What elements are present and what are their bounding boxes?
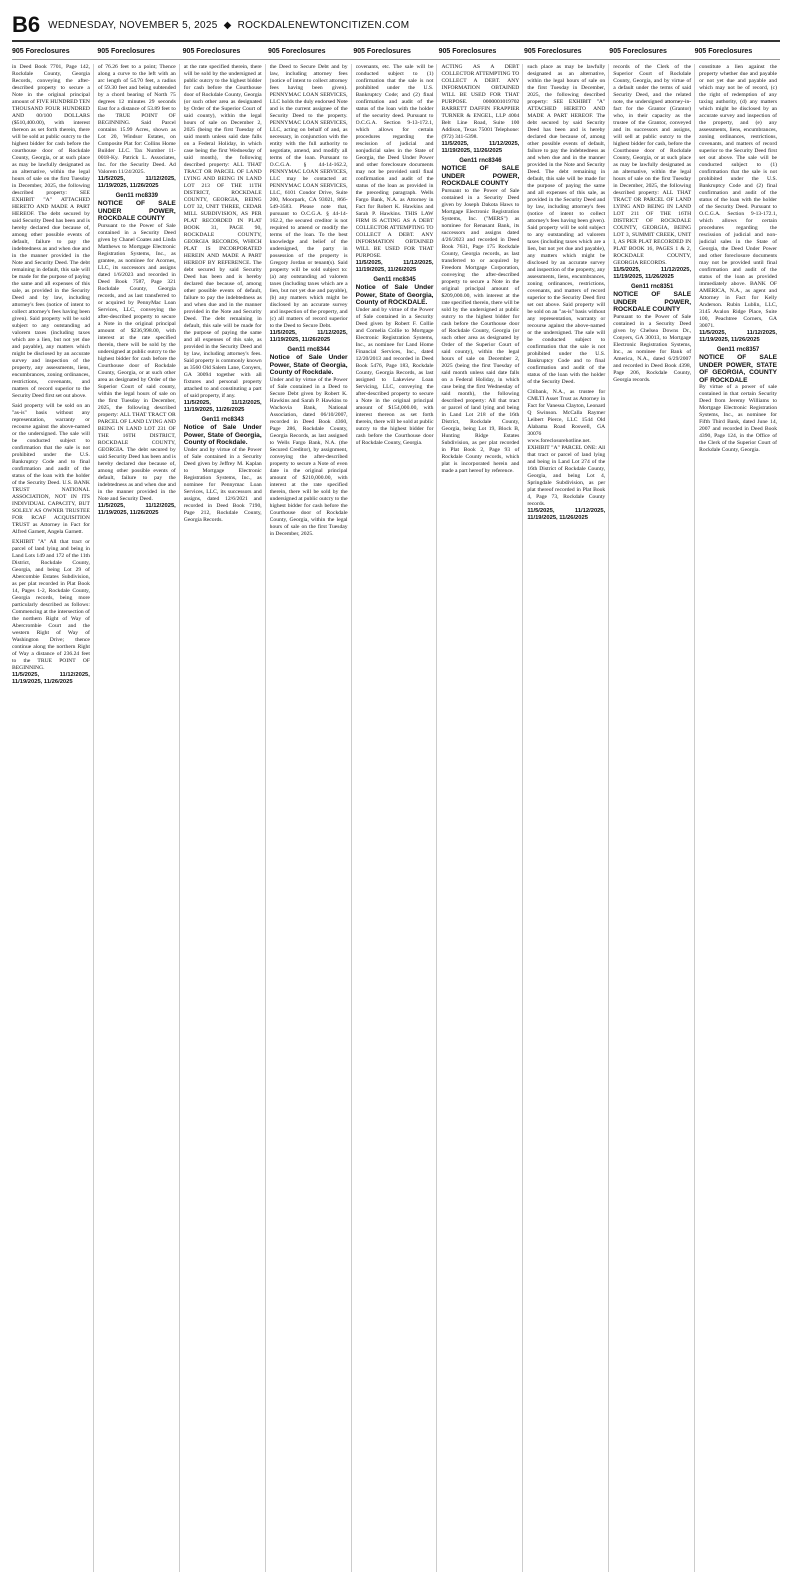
- notice-dates: 11/5/2025, 11/12/2025, 11/19/2025, 11/26/2025: [269, 330, 348, 343]
- notice-body: constitute a lien against the property whether due and payable or not yet due and payable and which may not be of record, (c) the right of redemption of any taxing authority, (d) any matters which might be disclosed by an accurate survey and inspection of the property, and (e) any assessments, liens, encumbrances, zoning ordinances, restrictions, covenants, and matters of record superior to the Security Deed first set out above. The sale will be conducted subject to (1) confirmation that the sale is not prohibited under the U.S. Bankruptcy Code and (2) final confirmation and audit of the status of the loan with the holder of the Security Deed. Pursuant to O.C.G.A. Section 9-13-172.1, which allows for certain procedures regarding the rescission of judicial and non-judicial sales in the State of Georgia, the Deed Under Power and other foreclosure documents may not be provided until final confirmation and audit of the status of the loan as provided immediately above. BANK OF AMERICA, N.A., as agent and Attorney in Fact for Kelly Anderson. Rubin Lublin, LLC, 3145 Avalon Ridge Place, Suite 100, Peachtree Corners, GA 30071.: [699, 64, 778, 329]
- notice-body: Pursuant to the Power of Sale contained in a Security Deed given by Joseph Dakota Haws to Mortgage Electronic Registration Systems, Inc. ("MERS") as nominee for Renasant Bank, its successors and assigns dated 4/26/2023 and recorded in Deed Book 7631, Page 175 Rockdale County, Georgia records, as last transferred to or acquired by Freedom Mortgage Corporation, conveying the after-described property to secure a Note in the original principal amount of $209,000.00, with interest at the rate specified therein, there will be sold by the undersigned at public outcry to the highest bidder for cash before the Courthouse door of Rockdale County, Georgia (or such other area as designated by Order of the Superior Court of said county), within the legal hours of sale on December 2, 2025 (being the first Tuesday of said month unless said date falls on a Federal Holiday, in which case being the first Wednesday of said month), the following described property: All that tract or parcel of land lying and being in Land Lot 218 of the 16th District, Rockdale County, Georgia, being Lot 19, Block B, Hunting Ridge Estates Subdivision, as per plat recorded in Plat Book 2, Page 93 of Rockdale County records, which plat is incorporated herein and made a part hereof by reference.: [441, 187, 520, 474]
- legal-notice: [98, 64, 176, 190]
- notice-dates: 11/5/2025, 11/12/2025, 11/19/2025, 11/26/2025: [699, 330, 778, 343]
- notice-id: Gen11 rnc8346: [459, 158, 502, 164]
- site-name: ROCKDALENEWTONCITIZEN.COM: [237, 19, 410, 31]
- notice-heading: NOTICE OF SALE UNDER POWER, ROCKDALE COUNTY: [97, 200, 176, 223]
- legal-notice: [699, 64, 777, 344]
- notice-dates: 11/5/2025, 11/12/2025, 11/19/2025, 11/26/2025: [97, 176, 176, 189]
- notice-dates: 11/5/2025, 11/12/2025, 11/19/2025, 11/26/2025: [441, 141, 520, 154]
- notice-heading: Notice of Sale Under Power, State of Georgia, County of Rockdale.: [269, 354, 348, 377]
- date-line: WEDNESDAY, NOVEMBER 5, 2025: [48, 19, 218, 31]
- legal-notice: [184, 417, 262, 524]
- column: [12, 64, 94, 1572]
- notice-heading: NOTICE OF SALE UNDER POWER, ROCKDALE COUNTY: [613, 291, 692, 314]
- notice-id: Gen11 rnc8344: [287, 347, 330, 353]
- notice-dates: 11/5/2025, 11/12/2025, 11/19/2025, 11/26/2025: [527, 508, 606, 521]
- notice-body: EXHIBIT "A" All that tract or parcel of land lying and being in Land Lots 149 and 172 of the 11th District, Rockdale County, Georgia, and being Lot 29 of Abercombie Estates Subdivision, as per plat recorded in Plat Book 14, Pages 1-2, Rockdale County, Georgia records, being more particularly described as follows: Commencing at the intersection of the northern Right of Way of Abercrombie Court and the western Right of Way of Washington Drive; thence continue along the northern Right of Way a distance of 236.24 feet to the TRUE POINT OF BEGINNING.: [12, 539, 90, 671]
- legal-notice: [527, 64, 605, 386]
- page-number: B6: [12, 12, 41, 37]
- notice-dates: 11/5/2025, 11/12/2025, 11/19/2025, 11/26/2025: [183, 400, 262, 413]
- column: [98, 64, 180, 1572]
- notice-dates: 11/5/2025, 11/12/2025, 11/19/2025, 11/26/2025: [12, 672, 90, 685]
- column: [184, 64, 266, 1572]
- notice-body: Under and by virtue of the Power of Sale contained in a Security Deed given by Robert F. Collie and Cornelia Collie to Mortgage Electronic Registration Systems, Inc., as nominee for Land Home Financial Services, Inc., dated 12/20/2013 and recorded in Deed Book 5476, Page 183, Rockdale County, Georgia Records, as last assigned to Lakeview Loan Servicing, LLC, conveying the after-described property to secure a Note in the original principal amount of $154,000.00, with interest thereon as set forth therein, there will be sold at public outcry to the highest bidder for cash before the Courthouse door of Rockdale County, Georgia.: [355, 306, 434, 446]
- legal-notice: [12, 539, 90, 686]
- column: [270, 64, 352, 1572]
- legal-notice: [699, 347, 777, 454]
- notice-id: Gen11 rnc8339: [115, 193, 159, 199]
- notice-dates: 11/5/2025, 11/12/2025, 11/19/2025, 11/26/2025: [355, 260, 434, 273]
- notice-dates: 11/5/2025, 11/12/2025, 11/19/2025, 11/26/2025: [613, 267, 692, 280]
- notice-body: Under and by virtue of the Power of Sale contained in a Deed to Secure Debt given by Robert K. Hawkins and Sarah P. Hawkins to Wachovia Bank, National Association, dated 06/10/2007, recorded in Deed Book 4360, Page 286, Rockdale County, Georgia Records, as last assigned to Wells Fargo Bank, N.A. (the Secured Creditor), by assignment, conveying the after-described property to secure a Note of even date in the original principal amount of $210,000.00, with interest at the rate specified therein, there will be sold by the undersigned at public outcry to the highest bidder for cash before the Courthouse door of Rockdale County, Georgia, within the legal hours of sale on the first Tuesday in December, 2025.: [269, 376, 348, 537]
- section-label: 905 Foreclosures: [183, 46, 268, 60]
- foreclosure-columns: [12, 64, 780, 1572]
- notice-body: in Deed Book 7701, Page 142, Rockdale County, Georgia Records, conveying the after-described property to secure a Note in the original principal amount of FIVE HUNDRED TEN THOUSAND FOUR HUNDRED AND 00/100 DOLLARS ($510,400.00), with interest thereon as set forth therein, there will be sold at public outcry to the highest bidder for cash before the courthouse door of Rockdale County, Georgia, or at such place as may be lawfully designated as an alternative, within the legal hours of sale on the first Tuesday in December, 2025, the following described property: SEE EXHIBIT "A" ATTACHED HERETO AND MADE A PART HEREOF. The debt secured by said Security Deed has been and is hereby declared due because of, among other possible events of default, failure to pay the indebtedness as and when due and in the manner provided in the Note and Security Deed. The debt remaining in default, this sale will be made for the purpose of paying the same and all expenses of this sale, as provided in the Security Deed and by law, including attorney's fees (notice of intent to collect attorney's fees having been given). Said property will be sold subject to any outstanding ad valorem taxes (including taxes which are a lien, but not yet due and payable), any matters which might be disclosed by an accurate survey and inspection of the property, any assessments, liens, encumbrances, zoning ordinances, restrictions, covenants, and matters of record superior to the Security Deed first set out above.: [12, 64, 90, 399]
- section-label: 905 Foreclosures: [12, 46, 97, 60]
- notice-body: Pursuant to the Power of Sale contained in a Security Deed given by Chelsea Downs Dr., Conyers, GA 30013, to Mortgage Electronic Registration Systems, Inc., as nominee for Bank of America, N.A., dated 6/29/2007 and recorded in Deed Book 4398, Page 206, Rockdale County, Georgia records.: [613, 313, 692, 383]
- notice-body: ACTING AS A DEBT COLLECTOR ATTEMPTING TO COLLECT A DEBT. ANY INFORMATION OBTAINED WILL BE USED FOR THAT PURPOSE. 0000001019702 BARRETT DAFFIN FRAPPIER TURNER & ENGEL, LLP 4004 Belt Line Road, Suite 100 Addison, Texas 75001 Telephone: (972) 341-5398.: [441, 64, 520, 140]
- notice-id: Gen11 rnc8357: [716, 347, 760, 353]
- notice-body: the Deed to Secure Debt and by law, including attorney fees (notice of intent to collect attorney fees having been given). PENNYMAC LOAN SERVICES, LLC holds the duly endorsed Note and is the current assignee of the Security Deed to the property. PENNYMAC LOAN SERVICES, LLC, acting on behalf of and, as necessary, in conjunction with the entity with the full authority to negotiate, amend, and modify all terms of the loan. Pursuant to O.C.G.A. § 44-14-162.2, PENNYMAC LOAN SERVICES, LLC may be contacted at: PENNYMAC LOAN SERVICES, LLC, 6101 Condor Drive, Suite 200, Moorpark, CA 93021, 866-549-3583. Please note that, pursuant to O.C.G.A. § 44-14-162.2, the secured creditor is not required to amend or modify the terms of the loan. To the best knowledge and belief of the undersigned, the party in possession of the property is Gregory Jordan or tenant(s). Said property will be sold subject to: (a) any outstanding ad valorem taxes (including taxes which are a lien, but not yet due and payable), (b) any matters which might be disclosed by an accurate survey and inspection of the property, and (c) all matters of record superior to the Deed to Secure Debt.: [269, 64, 348, 329]
- notice-heading: NOTICE OF SALE UNDER POWER, ROCKDALE COUNTY: [441, 165, 520, 188]
- section-label: 905 Foreclosures: [97, 46, 182, 60]
- section-label: 905 Foreclosures: [353, 46, 438, 60]
- legal-notice: [613, 284, 691, 384]
- legal-notice: [356, 64, 434, 274]
- notice-body: such place as may be lawfully designated as an alternative, within the legal hours of sale on the first Tuesday in December, 2025, the following described property: SEE EXHIBIT "A" ATTACHED HERETO AND MADE A PART HEREOF. The debt secured by said Security Deed has been and is hereby declared due because of, among other possible events of default, failure to pay the indebtedness as and when due and in the manner provided in the Note and Security Deed. The debt remaining in default, this sale will be made for the purpose of paying the same and all expenses of this sale, as provided in the Security Deed and by law, including attorney's fees (notice of intent to collect attorney's fees having been given). Said property will be sold subject to any outstanding ad valorem taxes (including taxes which are a lien, but not yet due and payable), any matters which might be disclosed by an accurate survey and inspection of the property, any assessments, liens, encumbrances, zoning ordinances, restrictions, covenants, and matters of record superior to the Security Deed first set out above. Said property will be sold on an "as-is" basis without any representation, warranty or recourse against the above-named or the undersigned. The sale will be conducted subject to confirmation that the sale is not prohibited under the U.S. Bankruptcy Code and to final confirmation and audit of the status of the loan with the holder of the Security Deed.: [527, 64, 606, 385]
- notice-body: By virtue of a power of sale contained in that certain Security Deed from Jeremy Williams to Mortgage Electronic Registration Systems, Inc., as nominee for Fifth Third Bank, dated June 14, 2007 and recorded in Deed Book 4390, Page 124, in the Office of the Clerk of the Superior Court of Rockdale County, Georgia.: [699, 384, 778, 454]
- legal-notice: [270, 347, 348, 538]
- column: [699, 64, 780, 1572]
- section-label: 905 Foreclosures: [268, 46, 353, 60]
- page-header: [12, 10, 780, 42]
- notice-heading: Notice of Sale Under Power, State of Georgia, County of ROCKDALE.: [355, 284, 434, 307]
- section-label: 905 Foreclosures: [524, 46, 609, 60]
- section-label: 905 Foreclosures: [439, 46, 524, 60]
- notice-id: Gen11 rnc8345: [373, 277, 416, 283]
- legal-notice: [613, 64, 691, 281]
- section-label: 905 Foreclosures: [695, 46, 780, 60]
- legal-notice: [527, 389, 605, 522]
- section-bar: [12, 46, 780, 60]
- notice-body: of 76.26 feet to a point; Thence along a curve to the left with an arc length of 54.70 feet, a radius of 59.30 feet and being subtended by a chord bearing of North 75 degrees 12 minutes 29 seconds East for a distance of 53.89 feet to the TRUE POINT OF BEGINNING. Said Parcel contains 15.99 Acres, shown as Lot 20, Windsor Estates, on Composite Plat for: Collins Home Builder LLC. Tax Number 11-0018-Ky. Patrick L. Associates, Inc. for the Security Deed. Ad Valorem 11/24/2025.: [97, 64, 176, 175]
- legal-notice: [12, 64, 90, 400]
- column: [356, 64, 438, 1572]
- legal-notice: [184, 64, 262, 414]
- notice-body: Citibank, N.A., as trustee for CMLTI Asset Trust as Attorney in Fact for Vanessa Clayton, Leonard Q Swinson. McCalla Raymer Leibert Pierce, LLC 1544 Old Alabama Road Roswell, GA 30076 www.foreclosurehotline.net. EXHIBIT "A" PARCEL ONE: All that tract or parcel of land lying and being in Land Lot 274 of the 16th District of Rockdale County, Georgia, and being Lot 4, Springdale Subdivision, as per plat thereof recorded in Plat Book 4, Page 73, Rockdale County records.: [527, 389, 606, 507]
- legal-notice: [270, 64, 348, 344]
- notice-body: Pursuant to the Power of Sale contained in a Security Deed given by Chanel Coates and Linda Matthews to Mortgage Electronic Registration Systems, Inc., as grantee, as nominee for Acornes, LLC, its successors and assigns dated 1/6/2023 and recorded in Deed Book 7587, Page 321 Rockdale County, Georgia records, and as last transferred to or acquired by PennyMac Loan Services, LLC, conveying the after-described property to secure a Note in the original principal amount of $236,998.00, with interest at the rate specified therein, there will be sold by the undersigned at public outcry to the highest bidder for cash before the Courthouse door of Rockdale County, Georgia, or at such other area as designated by Order of the Superior Court of said county, within the legal hours of sale on the first Tuesday in December, 2025, the following described property: ALL THAT TRACT OR PARCEL OF LAND LYING AND BEING IN LAND LOT 231 OF THE 16TH DISTRICT, ROCKDALE COUNTY, GEORGIA. The debt secured by said Security Deed has been and is hereby declared due because of, among other possible events of default, failure to pay the indebtedness as and when due and in the manner provided in the Note and Security Deed.: [97, 222, 176, 502]
- legal-notice: [12, 403, 90, 536]
- column: [527, 64, 609, 1572]
- legal-notice: [441, 158, 519, 475]
- notice-body: Said property will be sold on an "as-is" basis without any representation, warranty or recourse against the above-named or the undersigned. The sale will be conducted subject to confirmation that the sale is not prohibited under the U.S. Bankruptcy Code and to final confirmation and audit of the status of the loan with the holder of the Security Deed. U.S. BANK TRUST NATIONAL ASSOCIATION, NOT IN ITS INDIVIDUAL CAPACITY, BUT SOLELY AS OWNER TRUSTEE FOR RCAF ACQUISITION TRUST as Attorney in Fact for Alfred Garnett, Angela Garnett.: [12, 403, 90, 535]
- notice-heading: Notice of Sale Under Power, State of Georgia, County of Rockdale.: [183, 424, 262, 447]
- legal-notice: [441, 64, 519, 155]
- notice-body: Under and by virtue of the Power of Sale contained in a Security Deed given by Jeffrey M. Kaplan to Mortgage Electronic Registration Systems, Inc., as nominee for Pennymac Loan Services, LLC, its successors and assigns, dated 12/6/2021 and recorded in Deed Book 7190, Page 212, Rockdale County, Georgia Records.: [183, 446, 262, 523]
- notice-heading: NOTICE OF SALE UNDER POWER, STATE OF GEORGIA, COUNTY OF ROCKDALE: [699, 354, 778, 384]
- section-label: 905 Foreclosures: [609, 46, 694, 60]
- column: [613, 64, 695, 1572]
- column: [441, 64, 523, 1572]
- notice-dates: 11/5/2025, 11/12/2025, 11/19/2025, 11/26/2025: [97, 502, 176, 516]
- separator-diamond-icon: ◆: [223, 19, 232, 31]
- legal-notice: [98, 193, 176, 517]
- notice-id: Gen11 rnc8351: [630, 284, 674, 290]
- notice-body: records of the Clerk of the Superior Court of Rockdale County, Georgia, and by virtue of a default under the terms of said Security Deed, and the related note, the undersigned attorney-in-fact for the Grantor (Grantor) who, in their capacity as the trustee of the Grantor, conveyed and its successors and assigns, will sell at public outcry to the highest bidder for cash, before the Courthouse door of Rockdale County, Georgia, or at such place as may be lawfully designated as an alternative, within the legal hours of sale on the first Tuesday in December, 2025, the following described property: ALL THAT TRACT OR PARCEL OF LAND LYING AND BEING IN LAND LOT 211 OF THE 16TH DISTRICT OF ROCKDALE COUNTY, GEORGIA, BEING LOT 3, SUMMIT CREEK, UNIT I, AS PER PLAT RECORDED IN PLAT BOOK 16, PAGES 1 & 2, ROCKDALE COUNTY, GEORGIA RECORDS.: [613, 64, 692, 266]
- notice-id: Gen11 rnc8343: [201, 417, 244, 423]
- notice-body: at the rate specified therein, there will be sold by the undersigned at public outcry to the highest bidder for cash before the Courthouse door of Rockdale County, Georgia (or such other area as designated by Order of the Superior Court of said county), within the legal hours of sale on December 2, 2025 (being the first Tuesday of said month unless said date falls on a Federal Holiday, in which case being the first Wednesday of said month), the following described property: ALL THAT TRACT OR PARCEL OF LAND LYING AND BEING IN LAND LOT 213 OF THE 11TH DISTRICT, ROCKDALE COUNTY, GEORGIA, BEING LOT 32, UNIT THREE, CEDAR MILL SUBDIVISION, AS PER PLAT RECORDED IN PLAT BOOK 31, PAGE 90, ROCKDALE COUNTY, GEORGIA RECORDS, WHICH PLAT IS INCORPORATED HEREIN AND MADE A PART HEREOF BY REFERENCE. The debt secured by said Security Deed has been and is hereby declared due because of, among other possible events of default, failure to pay the indebtedness as and when due and in the manner provided in the Note and Security Deed. The debt remaining in default, this sale will be made for the purpose of paying the same and all expenses of this sale, as provided in the Security Deed and by law, including attorney's fees. Said property is commonly known as 3560 Old Salem Lane, Conyers, GA 30094 together with all fixtures and personal property attached to and constituting a part of said property, if any.: [183, 64, 262, 399]
- legal-notice: [356, 277, 434, 447]
- notice-body: covenants, etc. The sale will be conducted subject to (1) confirmation that the sale is not prohibited under the U.S. Bankruptcy Code; and (2) final confirmation and audit of the status of the loan with the holder of the security deed. Pursuant to O.C.G.A. Section 9-13-172.1, which allows for certain procedures regarding the rescission of judicial and nonjudicial sales in the State of Georgia, the Deed Under Power and other foreclosure documents may not be provided until final confirmation and audit of the status of the loan as provided in the preceding paragraph. Wells Fargo Bank, N.A. as Attorney in Fact for Robert K. Hawkins and Sarah P. Hawkins. THIS LAW FIRM IS ACTING AS A DEBT COLLECTOR ATTEMPTING TO COLLECT A DEBT. ANY INFORMATION OBTAINED WILL BE USED FOR THAT PURPOSE.: [355, 64, 434, 259]
